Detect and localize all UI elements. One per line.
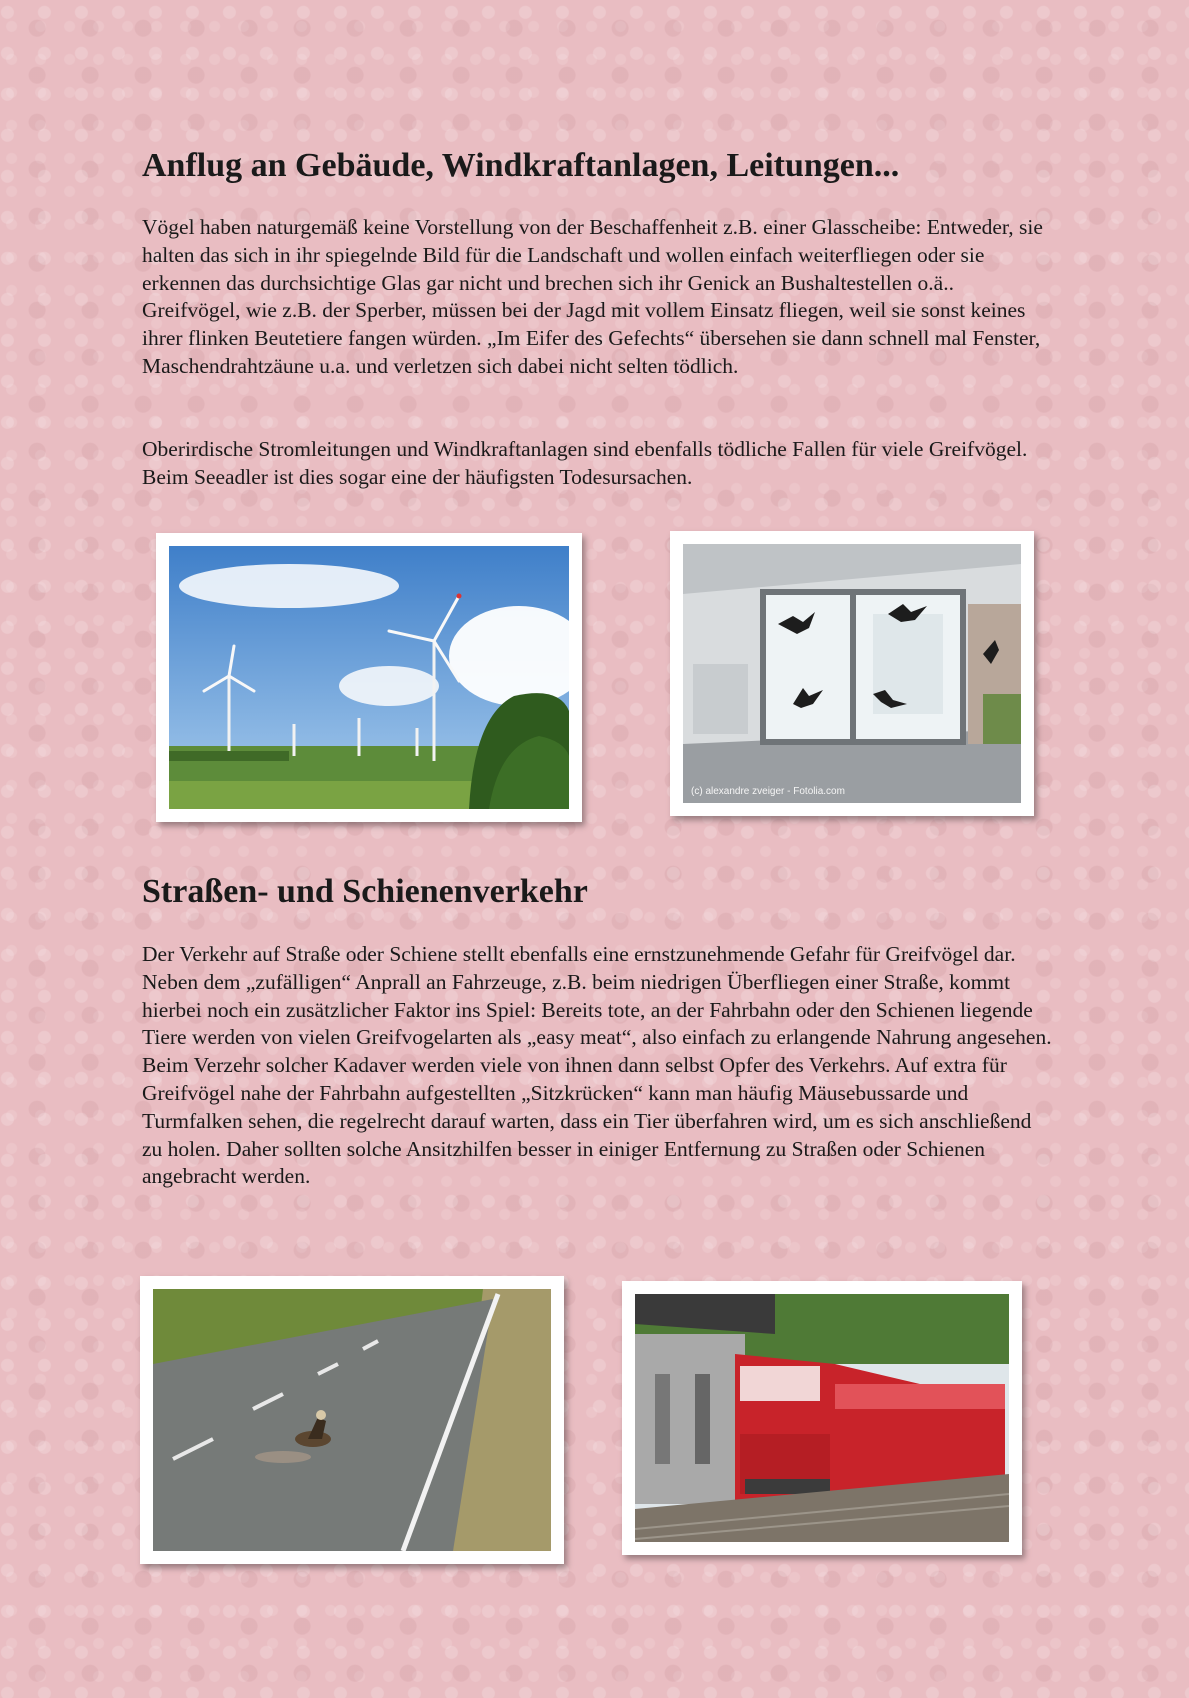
paragraph-glass-collisions: Vögel haben naturgemäß keine Vorstellung von der Beschaffenheit z.B. einer Glasscheibe: Entweder, sie halten das sich in ihr spiegelnde Bild für die Landschaft und wollen einfach weiterfliegen oder sie erkennen das durchsichtige Glas gar nicht und brechen sich ihr Genick an Bushaltestellen o.ä.. Greifvögel, wie z.B. der Sperber, müssen bei der Jagd mit vollem Einsatz fliegen, weil sie sonst keines ihrer flinken Beutetiere fangen würden. „Im Eifer des Gefechts“ übersehen sie dann schnell mal Fenster, Maschendrahtzäune u.a. und verletzen sich dabei nicht selten tödlich. bbox=[142, 215, 1043, 378]
photo-window-bird-stickers bbox=[670, 531, 1034, 816]
photo-road-bird bbox=[140, 1276, 564, 1564]
photo-credit: (c) alexandre zveiger - Fotolia.com bbox=[691, 786, 845, 797]
heading-building-collisions: Anflug an Gebäude, Windkraftanlagen, Leitungen... bbox=[142, 147, 900, 184]
paragraph-traffic: Der Verkehr auf Straße oder Schiene stellt ebenfalls eine ernstzunehmende Gefahr für Greifvögel dar. Neben dem „zufälligen“ Anprall an Fahrzeuge, z.B. beim niedrigen Überfliegen einer Straße, kommt hierbei noch ein zusätzlicher Faktor ins Spiel: Bereits tote, an der Fahrbahn oder den Schienen liegende Tiere werden von vielen Greifvogelarten als „easy meat“, also einfach zu erlangende Nahrung angesehen. Beim Verzehr solcher Kadaver werden viele von ihnen dann selbst Opfer des Verkehrs. Auf extra für Greifvögel nahe der Fahrbahn aufgestellten „Sitzkrücken“ kann man häufig Mäusebussarde und Turmfalken sehen, die regelrecht darauf warten, dass ein Tier überfahren wird, um es sich anschließend zu holen. Daher sollten solche Ansitzhilfen besser in einiger Entfernung zu Straßen oder Schienen angebracht werden. bbox=[142, 942, 1052, 1189]
photo-wind-turbines bbox=[156, 533, 582, 822]
photo-red-train bbox=[622, 1281, 1022, 1555]
paragraph-power-lines: Oberirdische Stromleitungen und Windkraftanlagen sind ebenfalls tödliche Fallen für viele Greifvögel. Beim Seeadler ist dies sogar eine der häufigsten Todesursachen. bbox=[142, 437, 1028, 489]
heading-traffic: Straßen- und Schienenverkehr bbox=[142, 873, 588, 910]
